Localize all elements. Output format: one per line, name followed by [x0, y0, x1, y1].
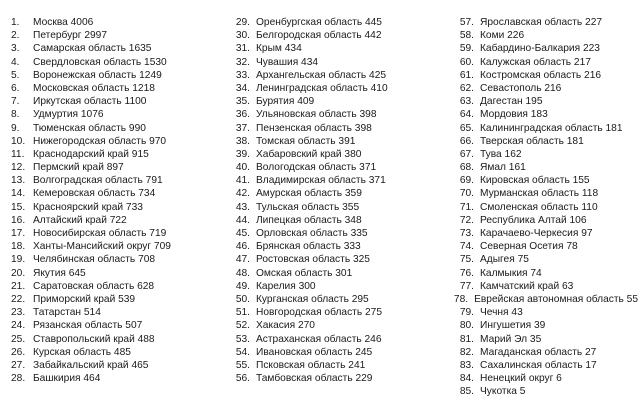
ranking-column-2: [226, 16, 451, 385]
rank-number: 45.: [235, 228, 250, 239]
rank-number: 34.: [235, 82, 250, 94]
ranking-item: [226, 122, 451, 135]
region-name-count: Амурская область 359: [256, 188, 362, 200]
rank-number: 8.: [11, 109, 20, 121]
rank-number: 21.: [11, 280, 26, 292]
rank-number: 84.: [459, 373, 474, 385]
ranking-item: [11, 148, 226, 161]
region-name-count: Нижегородская область 970: [33, 135, 167, 147]
rank-number: 24.: [11, 320, 26, 332]
region-name-count: Свердловская область 1530: [33, 56, 167, 68]
ranking-item: [11, 293, 226, 306]
region-name-count: Москва 4006: [33, 17, 94, 28]
region-name-count: Ивановская область 245: [256, 346, 373, 358]
rank-number: 3.: [11, 43, 20, 55]
ranking-item: [226, 108, 451, 121]
region-name-count: Белгородская область 442: [256, 30, 382, 42]
ranking-item: [226, 372, 451, 385]
region-name-count: Новгородская область 275: [256, 307, 382, 319]
region-name-count: Ямал 161: [480, 162, 526, 174]
region-name-count: Воронежская область 1249: [33, 69, 162, 81]
region-name-count: Рязанская область 507: [33, 320, 143, 332]
rank-number: 55.: [235, 359, 250, 371]
ranking-column-1: [11, 16, 226, 385]
region-name-count: Ярославская область 227: [480, 17, 603, 28]
rank-number: 73.: [459, 228, 474, 239]
rank-number: 71.: [459, 201, 474, 213]
rank-number: 57.: [459, 17, 474, 28]
region-name-count: Чувашия 434: [256, 56, 319, 68]
rank-number: 23.: [11, 307, 26, 319]
ranking-item: [226, 319, 451, 332]
region-name-count: Ульяновская область 398: [256, 109, 377, 121]
region-name-count: Татарстан 514: [33, 307, 101, 319]
ranking-item: [450, 161, 638, 174]
rank-number: 62.: [459, 82, 474, 94]
rank-number: 6.: [11, 82, 20, 94]
region-name-count: Тюменская область 990: [33, 122, 146, 134]
ranking-item: [450, 253, 638, 266]
ranking-item: [450, 240, 638, 253]
region-name-count: Ставропольский край 488: [33, 333, 155, 345]
ranking-item: [11, 346, 226, 359]
rank-number: 50.: [235, 293, 250, 305]
rank-number: 38.: [235, 135, 250, 147]
ranking-item: [226, 267, 451, 280]
ranking-item: [226, 69, 451, 82]
region-name-count: Омская область 301: [256, 267, 353, 279]
ranking-item: [450, 187, 638, 200]
ranking-item: [11, 174, 226, 187]
rank-number: 47.: [235, 254, 250, 266]
region-name-count: Томская область 391: [256, 135, 356, 147]
region-name-count: Иркутская область 1100: [33, 96, 147, 108]
ranking-item: [11, 122, 226, 135]
rank-number: 61.: [459, 69, 474, 81]
ranking-item: [226, 95, 451, 108]
ranking-item: [11, 108, 226, 121]
ranking-item: [226, 306, 451, 319]
ranking-item: [226, 187, 451, 200]
region-name-count: Дагестан 195: [480, 96, 543, 108]
rank-number: 76.: [459, 267, 474, 279]
ranking-item: [11, 333, 226, 346]
region-name-count: Крым 434: [256, 43, 302, 55]
rank-number: 13.: [11, 175, 26, 187]
region-name-count: Костромская область 216: [480, 69, 602, 81]
ranking-item: [226, 16, 451, 29]
region-name-count: Ленинградская область 410: [256, 82, 388, 94]
ranking-item: [11, 306, 226, 319]
rank-number: 1.: [11, 17, 20, 28]
region-name-count: Магаданская область 27: [480, 346, 597, 358]
rank-number: 19.: [11, 254, 26, 266]
ranking-item: [226, 201, 451, 214]
ranking-item: [226, 82, 451, 95]
region-name-count: Оренбургская область 445: [256, 17, 382, 28]
rank-number: 65.: [459, 122, 474, 134]
rank-number: 52.: [235, 320, 250, 332]
ranking-item: [11, 201, 226, 214]
region-name-count: Сахалинская область 17: [480, 359, 597, 371]
rank-number: 26.: [11, 346, 26, 358]
region-name-count: Пензенская область 398: [256, 122, 372, 134]
rank-number: 43.: [235, 201, 250, 213]
ranking-item: [450, 319, 638, 332]
region-name-count: Еврейская автономная область 55: [474, 293, 638, 305]
region-name-count: Марий Эл 35: [480, 333, 542, 345]
rank-number: 56.: [235, 373, 250, 385]
region-name-count: Тува 162: [480, 148, 522, 160]
rank-number: 5.: [11, 69, 20, 81]
ranking-item: [11, 56, 226, 69]
rank-number: 20.: [11, 267, 26, 279]
rank-number: 70.: [459, 188, 474, 200]
ranking-item: [11, 372, 226, 385]
rank-number: 25.: [11, 333, 26, 345]
rank-number: 46.: [235, 241, 250, 253]
rank-number: 66.: [459, 135, 474, 147]
rank-number: 42.: [235, 188, 250, 200]
region-name-count: Калмыкия 74: [480, 267, 542, 279]
ranking-item: [450, 148, 638, 161]
region-name-count: Ингушетия 39: [480, 320, 546, 332]
rank-number: 22.: [11, 293, 26, 305]
rank-number: 28.: [11, 373, 26, 385]
ranking-item: [226, 293, 451, 306]
ranking-item: [450, 293, 638, 306]
region-name-count: Севастополь 216: [480, 82, 562, 94]
ranking-item: [450, 372, 638, 385]
region-name-count: Калужская область 217: [480, 56, 591, 68]
ranking-item: [450, 16, 638, 29]
rank-number: 12.: [11, 162, 26, 174]
region-name-count: Волгоградская область 791: [33, 175, 163, 187]
ranking-item: [11, 42, 226, 55]
region-name-count: Бурятия 409: [256, 96, 315, 108]
ranking-item: [226, 253, 451, 266]
rank-number: 31.: [235, 43, 250, 55]
ranking-item: [11, 29, 226, 42]
ranking-item: [11, 253, 226, 266]
ranking-item: [450, 174, 638, 187]
rank-number: 9.: [11, 122, 20, 134]
region-name-count: Брянская область 333: [256, 241, 361, 253]
rank-number: 83.: [459, 359, 474, 371]
region-name-count: Хакасия 270: [256, 320, 315, 332]
ranking-column-3: [450, 16, 638, 398]
region-name-count: Коми 226: [480, 30, 525, 42]
rank-number: 82.: [459, 346, 474, 358]
ranking-item: [226, 148, 451, 161]
rank-number: 37.: [235, 122, 250, 134]
ranking-item: [11, 69, 226, 82]
ranking-item: [11, 359, 226, 372]
rank-number: 15.: [11, 201, 26, 213]
rank-number: 32.: [235, 56, 250, 68]
ranking-item: [11, 227, 226, 240]
rank-number: 11.: [11, 148, 25, 160]
rank-number: 59.: [459, 43, 474, 55]
rank-number: 51.: [235, 307, 250, 319]
region-name-count: Чукотка 5: [480, 386, 526, 398]
region-name-count: Адыгея 75: [480, 254, 529, 266]
ranking-item: [450, 385, 638, 398]
region-name-count: Ханты-Мансийский округ 709: [33, 241, 171, 253]
region-name-count: Кировская область 155: [480, 175, 590, 187]
rank-number: 53.: [235, 333, 250, 345]
region-name-count: Чечня 43: [480, 307, 523, 319]
rank-number: 48.: [235, 267, 250, 279]
rank-number: 78.: [453, 293, 469, 305]
ranking-item: [226, 135, 451, 148]
ranking-item: [226, 227, 451, 240]
region-name-count: Вологодская область 371: [256, 162, 377, 174]
ranking-item: [226, 346, 451, 359]
region-name-count: Челябинская область 708: [33, 254, 156, 266]
ranking-item: [450, 280, 638, 293]
region-name-count: Саратовская область 628: [33, 280, 155, 292]
region-name-count: Ростовская область 325: [256, 254, 370, 266]
rank-number: 39.: [235, 148, 250, 160]
rank-number: 29.: [235, 17, 250, 28]
region-name-count: Новосибирская область 719: [33, 228, 167, 239]
ranking-item: [450, 201, 638, 214]
ranking-item: [450, 135, 638, 148]
ranking-item: [226, 174, 451, 187]
region-name-count: Тульская область 355: [256, 201, 360, 213]
ranking-item: [450, 122, 638, 135]
ranking-item: [450, 95, 638, 108]
rank-number: 67.: [459, 148, 474, 160]
region-name-count: Якутия 645: [33, 267, 86, 279]
rank-number: 54.: [235, 346, 250, 358]
region-name-count: Смоленская область 110: [480, 201, 598, 213]
region-name-count: Московская область 1218: [33, 82, 155, 94]
ranking-item: [450, 56, 638, 69]
rank-number: 4.: [11, 56, 20, 68]
region-name-count: Липецкая область 348: [256, 214, 362, 226]
region-name-count: Краснодарский край 915: [33, 148, 149, 160]
region-name-count: Псковская область 241: [256, 359, 366, 371]
region-name-count: Мордовия 183: [480, 109, 548, 121]
ranking-item: [11, 187, 226, 200]
region-name-count: Тамбовская область 229: [256, 373, 373, 385]
rank-number: 7.: [11, 96, 20, 108]
rank-number: 40.: [235, 162, 250, 174]
ranking-item: [11, 319, 226, 332]
rank-number: 36.: [235, 109, 250, 121]
region-name-count: Пермский край 897: [33, 162, 124, 174]
ranking-item: [11, 82, 226, 95]
ranking-item: [226, 56, 451, 69]
ranking-item: [11, 135, 226, 148]
ranking-item: [226, 333, 451, 346]
rank-number: 30.: [235, 30, 250, 42]
ranking-item: [450, 306, 638, 319]
ranking-item: [226, 42, 451, 55]
ranking-item: [11, 240, 226, 253]
ranking-item: [450, 346, 638, 359]
ranking-item: [450, 267, 638, 280]
ranking-item: [450, 359, 638, 372]
rank-number: 80.: [459, 320, 474, 332]
region-name-count: Камчатский край 63: [480, 280, 574, 292]
ranking-item: [11, 161, 226, 174]
region-name-count: Карачаево-Черкесия 97: [480, 228, 593, 239]
region-name-count: Ненецкий округ 6: [480, 373, 562, 385]
rank-number: 2.: [11, 30, 20, 42]
rank-number: 77.: [459, 280, 474, 292]
rank-number: 41.: [235, 175, 250, 187]
region-name-count: Башкирия 464: [33, 373, 101, 385]
region-name-count: Забайкальский край 465: [33, 359, 149, 371]
rank-number: 81.: [459, 333, 474, 345]
region-name-count: Тверская область 181: [480, 135, 584, 147]
region-name-count: Калининградская область 181: [480, 122, 623, 134]
rank-number: 63.: [459, 96, 474, 108]
rank-number: 74.: [459, 241, 474, 253]
rank-number: 68.: [459, 162, 474, 174]
rank-number: 16.: [11, 214, 26, 226]
region-name-count: Алтайский край 722: [33, 214, 127, 226]
rank-number: 27.: [11, 359, 26, 371]
ranking-item: [450, 69, 638, 82]
region-name-count: Приморский край 539: [33, 293, 136, 305]
rank-number: 44.: [235, 214, 250, 226]
rank-number: 17.: [11, 228, 26, 239]
ranking-item: [226, 359, 451, 372]
rank-number: 49.: [235, 280, 250, 292]
ranking-item: [226, 280, 451, 293]
ranking-item: [11, 95, 226, 108]
region-name-count: Орловская область 335: [256, 228, 368, 239]
region-name-count: Удмуртия 1076: [33, 109, 104, 121]
ranking-item: [450, 108, 638, 121]
ranking-item: [226, 161, 451, 174]
rank-number: 33.: [235, 69, 250, 81]
rank-number: 14.: [11, 188, 26, 200]
region-name-count: Петербург 2997: [33, 30, 107, 42]
rank-number: 18.: [11, 241, 26, 253]
region-name-count: Курская область 485: [33, 346, 131, 358]
ranking-item: [450, 333, 638, 346]
region-name-count: Кемеровская область 734: [33, 188, 156, 200]
region-name-count: Архангельская область 425: [256, 69, 387, 81]
ranking-item: [11, 280, 226, 293]
ranking-item: [450, 29, 638, 42]
region-name-count: Карелия 300: [256, 280, 316, 292]
rank-number: 10.: [11, 135, 26, 147]
rank-number: 60.: [459, 56, 474, 68]
region-name-count: Красноярский край 733: [33, 201, 143, 213]
ranking-item: [11, 267, 226, 280]
rank-number: 58.: [459, 30, 474, 42]
region-name-count: Астраханская область 246: [256, 333, 382, 345]
rank-number: 64.: [459, 109, 474, 121]
rank-number: 79.: [459, 307, 474, 319]
rank-number: 35.: [235, 96, 250, 108]
ranking-item: [11, 16, 226, 29]
ranking-item: [450, 227, 638, 240]
region-name-count: Северная Осетия 78: [480, 241, 578, 253]
region-name-count: Мурманская область 118: [480, 188, 599, 200]
ranking-item: [226, 29, 451, 42]
region-name-count: Кабардино-Балкария 223: [480, 43, 600, 55]
rank-number: 85.: [459, 386, 474, 398]
rank-number: 75.: [459, 254, 474, 266]
ranking-item: [450, 214, 638, 227]
rank-number: 72.: [459, 214, 474, 226]
ranking-item: [450, 42, 638, 55]
region-name-count: Владимирская область 371: [256, 175, 386, 187]
ranking-item: [226, 214, 451, 227]
region-name-count: Самарская область 1635: [33, 43, 152, 55]
ranking-item: [226, 240, 451, 253]
region-name-count: Республика Алтай 106: [480, 214, 587, 226]
region-name-count: Курганская область 295: [256, 293, 369, 305]
ranking-item: [450, 82, 638, 95]
rank-number: 69.: [459, 175, 474, 187]
region-name-count: Хабаровский край 380: [256, 148, 362, 160]
ranking-item: [11, 214, 226, 227]
